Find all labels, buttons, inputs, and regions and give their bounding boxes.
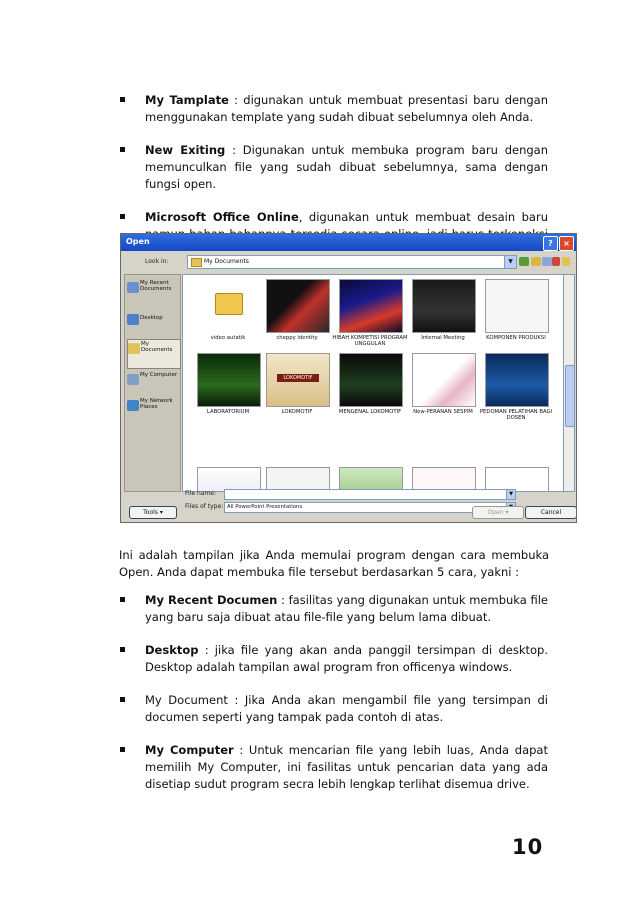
file-label: PEDOMAN PELATIHAN BAGI DOSEN — [479, 409, 553, 421]
chevron-down-icon: ▾ — [159, 509, 163, 516]
desktop-icon — [127, 314, 139, 325]
bullet-term: New Exiting — [145, 143, 226, 157]
bullet-square-icon — [120, 147, 125, 152]
dialog-title: Open — [126, 237, 150, 246]
search-web-icon[interactable] — [542, 257, 552, 266]
file-label: LABORATORIUM — [206, 409, 250, 415]
folder-icon — [191, 258, 202, 267]
delete-icon[interactable] — [552, 257, 560, 266]
look-in-row — [121, 253, 576, 270]
page-number: 10 — [512, 835, 544, 859]
bullet-desc: : Digunakan untuk membuka program baru dengan memunculkan file yang sudah dibuat sebelumnya, sama dengan fungsi open. — [145, 143, 548, 191]
open-label: Open — [487, 509, 504, 516]
bullet-square-icon — [120, 97, 125, 102]
tools-button[interactable] — [129, 506, 177, 519]
tools-label: Tools — [143, 509, 158, 516]
open-dialog-screenshot — [120, 233, 577, 523]
place-my-documents[interactable] — [127, 339, 181, 369]
bullet-desktop — [119, 642, 548, 676]
file-thumb-slide[interactable] — [266, 279, 330, 333]
file-thumb-folder[interactable] — [197, 279, 259, 331]
file-name-field[interactable] — [224, 489, 516, 500]
file-thumb-slide[interactable] — [197, 353, 261, 407]
file-label: cheppy identity — [276, 335, 318, 341]
file-list — [182, 274, 565, 492]
bullet-term: My Computer — [145, 743, 234, 757]
scrollbar-thumb[interactable] — [565, 365, 575, 427]
file-label: HIBAH KOMPETISI PROGRAM UNGGULAN — [332, 335, 408, 347]
look-in-label: Look in: — [145, 258, 169, 265]
dialog-titlebar — [121, 234, 576, 251]
file-thumb-slide[interactable] — [266, 353, 330, 407]
files-of-type-value: All PowerPoint Presentations — [227, 504, 303, 510]
bullet-desc: : jika file yang akan anda panggil tersimpan di desktop. Desktop adalah tampilan awal program fron officenya windows. — [145, 643, 548, 674]
file-thumb-slide[interactable] — [485, 279, 549, 333]
intro-paragraph: Ini adalah tampilan jika Anda memulai program dengan cara membuka Open. Anda dapat membuka file tersebut berdasarkan 5 cara, yakni : — [119, 548, 549, 579]
file-label: New-PERANAN SESPIM — [413, 409, 473, 415]
file-label: MENGENAL LOKOMOTIF — [338, 409, 402, 415]
thumb-caption: LOKOMOTIF — [277, 374, 319, 382]
my-documents-icon — [128, 343, 140, 354]
file-thumb-slide[interactable] — [485, 353, 549, 407]
bullet-desc: : Untuk mencarian file yang lebih luas, Anda dapat memilih My Computer, ini fasilitas untuk pencarian data yang ada disetiap sudut program secra lebih lengkap terlihat disemua drive. — [145, 743, 548, 791]
chevron-down-icon[interactable]: ▼ — [504, 256, 516, 268]
folder-icon — [215, 293, 243, 315]
place-label: My Network Places — [140, 398, 173, 410]
bullet-square-icon — [120, 214, 125, 219]
look-in-value: My Documents — [204, 258, 249, 265]
place-label: My Documents — [141, 341, 173, 353]
places-bar — [124, 274, 181, 492]
bullet-square-icon — [120, 697, 125, 702]
file-label: KOMPONEN PRODUKSI — [486, 335, 546, 341]
bullet-desc: My Document : Jika Anda akan mengambil file yang tersimpan di documen seperti yang tampak pada contoh di atas. — [145, 693, 548, 724]
network-icon — [127, 400, 139, 411]
bullet-desc: : digunakan untuk membuat presentasi baru dengan menggunakan template yang sudah dibuat sebelumnya oleh Anda. — [145, 93, 549, 124]
bullet-desc: , digunakan untuk membuat desain baru — [298, 210, 548, 224]
file-label: Internal Meeting — [421, 335, 465, 341]
open-button[interactable] — [472, 506, 524, 519]
bullet-my-computer — [119, 742, 548, 793]
bullet-term: Microsoft Office Online — [145, 210, 299, 224]
bullet-square-icon — [120, 647, 125, 652]
new-folder-icon[interactable] — [562, 257, 570, 266]
close-icon[interactable]: × — [559, 236, 574, 251]
chevron-down-icon[interactable]: ▼ — [506, 490, 515, 499]
file-thumb-slide[interactable] — [412, 279, 476, 333]
file-label: LOKOMOTIF — [281, 409, 313, 415]
place-label: My Computer — [140, 372, 178, 378]
file-label: video autatik — [210, 335, 246, 341]
recent-documents-icon — [127, 282, 139, 293]
files-of-type-label: Files of type: — [185, 503, 224, 510]
place-desktop[interactable] — [127, 311, 179, 339]
file-name-label: File name: — [185, 490, 216, 497]
place-my-computer[interactable] — [127, 371, 179, 399]
bullet-desc: : fasilitas yang digunakan untuk membuka file yang baru saja dibuat atau file-file yang belum lama dibuat. — [145, 593, 548, 624]
back-icon[interactable] — [519, 257, 529, 266]
bullet-my-template — [119, 92, 548, 126]
file-thumb-slide[interactable] — [339, 279, 403, 333]
bullet-new-exiting — [119, 142, 548, 193]
help-icon[interactable]: ? — [543, 236, 558, 251]
bullet-my-document — [119, 692, 548, 726]
bottom-bullet-list — [119, 592, 548, 793]
bullet-square-icon — [120, 747, 125, 752]
place-my-recent-documents[interactable] — [127, 279, 179, 307]
bullet-term: My Recent Documen — [145, 593, 278, 607]
bullet-square-icon — [120, 597, 125, 602]
place-my-network-places[interactable] — [127, 397, 179, 425]
place-label: Desktop — [140, 315, 163, 321]
file-list-scrollbar[interactable] — [563, 274, 575, 492]
file-thumb-slide[interactable] — [412, 353, 476, 407]
bullet-my-recent-documen — [119, 592, 548, 626]
up-folder-icon[interactable] — [531, 257, 541, 266]
file-thumb-slide[interactable] — [339, 353, 403, 407]
bullet-term: My Tamplate — [145, 93, 229, 107]
computer-icon — [127, 374, 139, 385]
bullet-term: Desktop — [145, 643, 199, 657]
chevron-down-icon: ▾ — [505, 509, 509, 516]
place-label: My Recent Documents — [140, 280, 172, 292]
cancel-button[interactable]: Cancel — [525, 506, 577, 519]
look-in-select[interactable] — [187, 255, 517, 269]
